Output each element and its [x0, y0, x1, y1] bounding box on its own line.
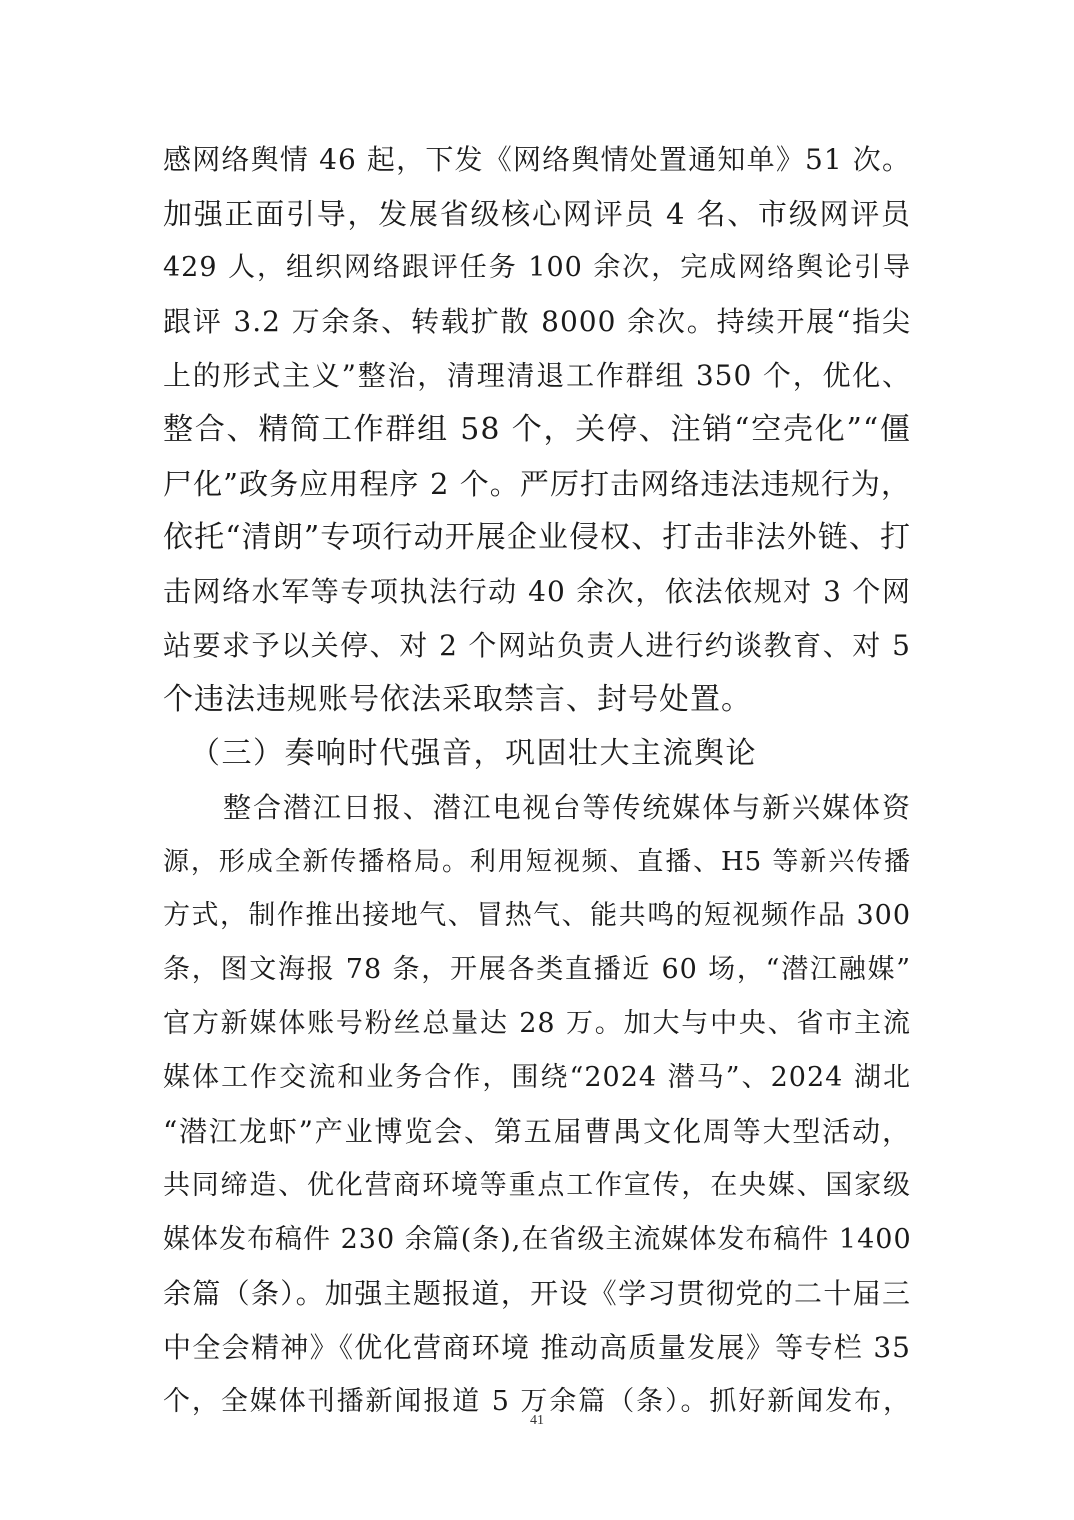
page-number: 41 — [530, 1413, 544, 1428]
paragraph-line: 条，图文海报 78 条，开展各类直播近 60 场，“潜江融媒” — [163, 954, 911, 985]
paragraph-line: 媒体发布稿件 230 余篇(条),在省级主流媒体发布稿件 1400 — [163, 1224, 912, 1255]
paragraph-line: 整合、精简工作群组 58 个，关停、注销“空壳化”“僵 — [163, 412, 911, 447]
section-heading: （三）奏响时代强音，巩固壮大主流舆论 — [190, 736, 757, 771]
paragraph-line: 尸化”政务应用程序 2 个。严厉打击网络违法违规行为， — [163, 467, 911, 501]
paragraph-line: 感网络舆情 46 起，下发《网络舆情处置通知单》51 次。 — [163, 143, 911, 176]
paragraph-line: 跟评 3.2 万余条、转载扩散 8000 余次。持续开展“指尖 — [163, 305, 911, 338]
paragraph-line: 源，形成全新传播格局。利用短视频、直播、H5 等新兴传播 — [163, 847, 911, 877]
paragraph-line: “潜江龙虾”产业博览会、第五届曹禺文化周等大型活动， — [163, 1115, 911, 1148]
paragraph-line: 官方新媒体账号粉丝总量达 28 万。加大与中央、省市主流 — [163, 1008, 911, 1039]
paragraph-line: 429 人，组织网络跟评任务 100 余次，完成网络舆论引导 — [163, 252, 911, 283]
paragraph-line: 上的形式主义”整治，清理清退工作群组 350 个，优化、 — [163, 359, 911, 392]
paragraph-line: 站要求予以关停、对 2 个网站负责人进行约谈教育、对 5 — [163, 629, 911, 662]
paragraph-line: 共同缔造、优化营商环境等重点工作宣传，在央媒、国家级 — [163, 1170, 911, 1201]
paragraph-line: 方式，制作推出接地气、冒热气、能共鸣的短视频作品 300 — [163, 900, 911, 931]
paragraph-line: 媒体工作交流和业务合作，围绕“2024 潜马”、2024 湖北 — [163, 1062, 911, 1093]
paragraph-line: 加强正面引导，发展省级核心网评员 4 名、市级网评员 — [163, 197, 911, 231]
paragraph-line: 个违法违规账号依法采取禁言、封号处置。 — [163, 682, 752, 717]
paragraph-line: 整合潜江日报、潜江电视台等传统媒体与新兴媒体资 — [223, 791, 911, 824]
paragraph-line: 依托“清朗”专项行动开展企业侵权、打击非法外链、打 — [163, 520, 911, 555]
paragraph-line: 个，全媒体刊播新闻报道 5 万余篇（条）。抓好新闻发布， — [163, 1386, 911, 1417]
paragraph-line: 中全会精神》《优化营商环境 推动高质量发展》等专栏 35 — [163, 1331, 911, 1364]
paragraph-line: 击网络水军等专项执法行动 40 余次，依法依规对 3 个网 — [163, 575, 911, 608]
paragraph-line: 余篇（条）。加强主题报道，开设《学习贯彻党的二十届三 — [163, 1277, 911, 1310]
